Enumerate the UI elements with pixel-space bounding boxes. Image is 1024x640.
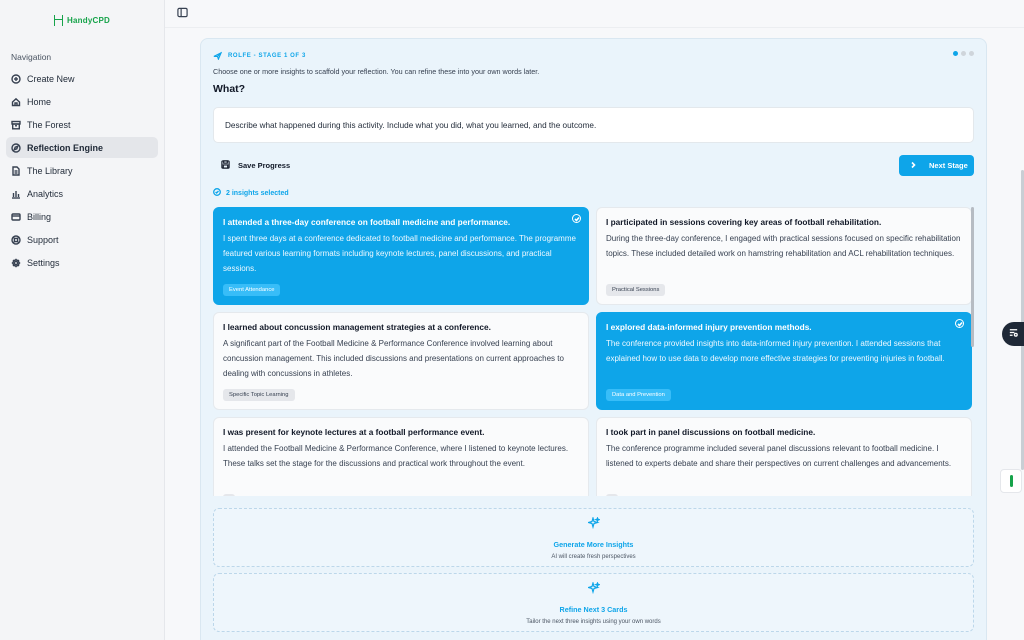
sidebar-item-label: Settings bbox=[27, 257, 60, 268]
sidebar-item-the-library[interactable] bbox=[6, 160, 158, 181]
action-row bbox=[213, 155, 974, 176]
sidebar-toggle-icon[interactable] bbox=[177, 5, 188, 23]
sidebar-item-label: Billing bbox=[27, 211, 52, 222]
insight-card-title: I learned about concussion management strategies at a conference. bbox=[223, 322, 491, 332]
selected-check-icon bbox=[955, 319, 964, 328]
insight-card[interactable] bbox=[596, 312, 972, 410]
sidebar-nav bbox=[6, 68, 158, 273]
check-circle-icon bbox=[213, 188, 221, 198]
save-icon bbox=[221, 160, 230, 171]
sidebar-item-label: The Forest bbox=[27, 119, 71, 130]
sidebar-item-settings[interactable] bbox=[6, 252, 158, 273]
bar-chart-icon bbox=[11, 189, 21, 199]
progress-dot bbox=[961, 51, 966, 56]
sidebar bbox=[0, 0, 165, 640]
credit-card-icon bbox=[11, 212, 21, 222]
insight-card[interactable] bbox=[213, 312, 589, 410]
generate-title: Generate More Insights bbox=[553, 539, 634, 549]
insight-card-body: During the three-day conference, I engaged with practical sessions focused on specific rehabilitation topics. These included detailed work on hamstring rehabilitation and ACL rehabilitation techniques. bbox=[606, 234, 961, 258]
feedback-tab[interactable] bbox=[1000, 469, 1022, 493]
prompt-box: Describe what happened during this activity. Include what you did, what you learned, and the outcome. bbox=[213, 107, 974, 143]
reflection-panel bbox=[200, 38, 987, 640]
sidebar-item-label: Create New bbox=[27, 73, 75, 84]
nav-heading: Navigation bbox=[11, 52, 52, 62]
insight-cards-scroll[interactable] bbox=[213, 207, 974, 496]
insight-card-body: The conference programme included several panel discussions relevant to football medicine. I listened to experts debate and share their perspectives on current challenges and advancements. bbox=[606, 444, 952, 468]
insight-card[interactable] bbox=[596, 207, 972, 305]
insight-card-tag: Practical Sessions bbox=[606, 284, 665, 296]
save-progress-label: Save Progress bbox=[238, 161, 291, 170]
insight-card-tag bbox=[606, 494, 618, 496]
sparkles-icon bbox=[588, 516, 600, 534]
plane-icon bbox=[213, 51, 222, 62]
next-stage-button[interactable] bbox=[899, 155, 974, 176]
insight-card-tag: Event Attendance bbox=[223, 284, 280, 296]
sidebar-item-reflection-engine[interactable] bbox=[6, 137, 158, 158]
next-stage-label: Next Stage bbox=[929, 161, 968, 170]
gear-icon bbox=[11, 258, 21, 268]
stage-subtitle: Choose one or more insights to scaffold your reflection. You can refine these into your own words later. bbox=[213, 67, 540, 76]
selection-status bbox=[213, 188, 974, 198]
brand-name: HandyCPD bbox=[67, 15, 110, 25]
refine-next-cards-button[interactable] bbox=[213, 573, 974, 632]
document-icon bbox=[11, 166, 21, 176]
insight-card[interactable] bbox=[596, 417, 972, 496]
insight-card-body: A significant part of the Football Medicine & Performance Conference involved learning about concussion management. This included discussions and presentations on current approaches to dealing with concussions in athletes. bbox=[223, 339, 564, 378]
floating-chat-button[interactable] bbox=[1002, 322, 1024, 346]
sidebar-item-label: Support bbox=[27, 234, 59, 245]
notes-icon bbox=[1008, 325, 1019, 343]
stage-question: What? bbox=[213, 83, 246, 95]
main-content bbox=[165, 0, 1024, 640]
insight-cards-grid bbox=[213, 207, 974, 496]
insight-card-title: I was present for keynote lectures at a football performance event. bbox=[223, 427, 485, 437]
logo-mark-icon bbox=[54, 15, 63, 26]
progress-dot bbox=[969, 51, 974, 56]
lifebuoy-icon bbox=[11, 235, 21, 245]
selected-check-icon bbox=[572, 214, 581, 223]
insight-card-tag: Specific Topic Learning bbox=[223, 389, 295, 401]
topbar bbox=[165, 0, 1024, 28]
sparkles-icon bbox=[588, 581, 600, 599]
sidebar-item-label: Home bbox=[27, 96, 52, 107]
sidebar-item-billing[interactable] bbox=[6, 206, 158, 227]
plus-circle-icon bbox=[11, 74, 21, 84]
compass-icon bbox=[11, 143, 21, 153]
sidebar-item-create-new[interactable] bbox=[6, 68, 158, 89]
generate-subtitle: AI will create fresh perspectives bbox=[551, 553, 636, 560]
insight-card-title: I participated in sessions covering key areas of football rehabilitation. bbox=[606, 217, 882, 227]
sidebar-item-the-forest[interactable] bbox=[6, 114, 158, 135]
home-icon bbox=[11, 97, 21, 107]
save-progress-button[interactable] bbox=[213, 160, 290, 171]
insight-card-tag bbox=[223, 494, 235, 496]
insight-card-body: I attended the Football Medicine & Performance Conference, where I listened to keynote lectures. These talks set the stage for the discussions and practical work throughout the event. bbox=[223, 444, 569, 468]
progress-dot bbox=[953, 51, 958, 56]
sidebar-item-analytics[interactable] bbox=[6, 183, 158, 204]
stage-label: ROLFE - STAGE 1 OF 3 bbox=[228, 53, 306, 59]
stage-indicator bbox=[213, 51, 974, 61]
sidebar-item-home[interactable] bbox=[6, 91, 158, 112]
chevron-right-icon bbox=[909, 161, 917, 171]
feedback-bar-icon bbox=[1010, 475, 1013, 487]
insight-card[interactable] bbox=[213, 417, 589, 496]
refine-subtitle: Tailor the next three insights using your own words bbox=[526, 618, 661, 625]
brand-logo[interactable] bbox=[6, 0, 158, 40]
insight-card-title: I explored data-informed injury prevention methods. bbox=[606, 322, 812, 332]
sidebar-item-support[interactable] bbox=[6, 229, 158, 250]
stage-progress-dots bbox=[953, 51, 974, 56]
archive-icon bbox=[11, 120, 21, 130]
insight-card-title: I attended a three-day conference on football medicine and performance. bbox=[223, 217, 511, 227]
sidebar-item-label: Reflection Engine bbox=[27, 142, 104, 153]
insight-card-body: I spent three days at a conference dedicated to football medicine and performance. The programme featured various learning formats including keynote lectures, panel discussions, and practical sessions. bbox=[223, 234, 576, 273]
cards-scrollbar[interactable] bbox=[971, 207, 974, 347]
selected-count: 2 insights selected bbox=[226, 189, 289, 197]
insight-card-body: The conference provided insights into data-informed injury prevention. I attended sessions that explained how to use data to develop more effective strategies for preventing injuries in football. bbox=[606, 339, 945, 363]
insight-card-tag: Data and Prevention bbox=[606, 389, 671, 401]
insight-card-title: I took part in panel discussions on football medicine. bbox=[606, 427, 816, 437]
generate-more-insights-button[interactable] bbox=[213, 508, 974, 567]
sidebar-item-label: Analytics bbox=[27, 188, 64, 199]
sidebar-item-label: The Library bbox=[27, 165, 73, 176]
refine-title: Refine Next 3 Cards bbox=[559, 604, 628, 614]
insight-card[interactable] bbox=[213, 207, 589, 305]
